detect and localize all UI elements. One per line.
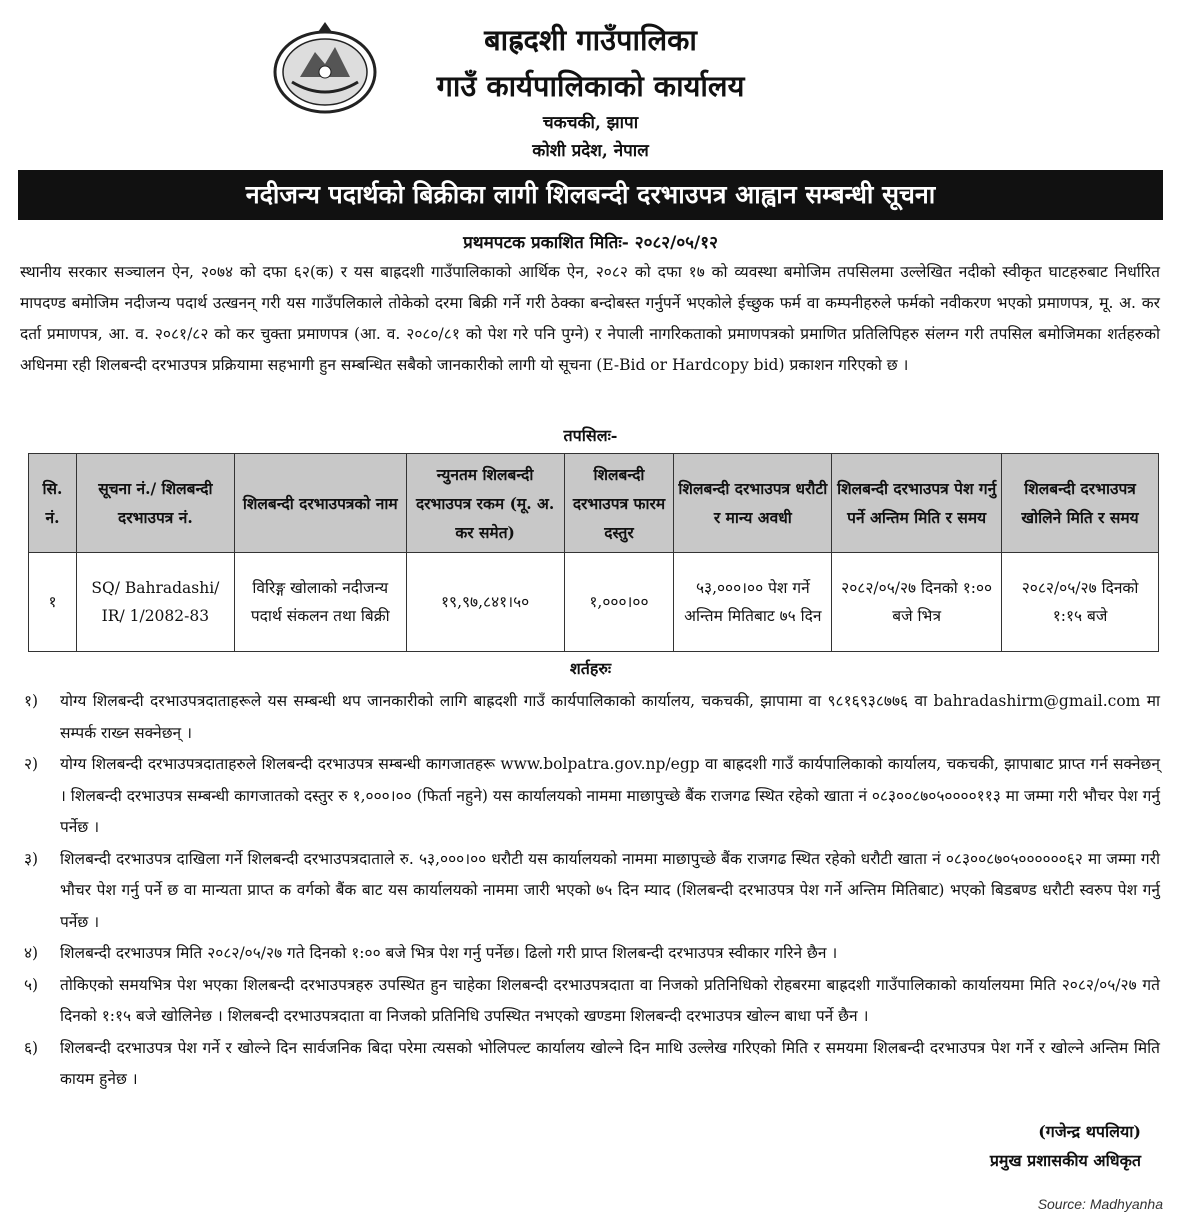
col-header: न्युनतम शिलबन्दी दरभाउपत्र रकम (मू. अ. कर समेत): [406, 454, 564, 553]
notice-page: [18, 6, 1163, 1196]
condition-number: ५): [24, 975, 39, 994]
conditions-title: शर्तहरुः: [569, 659, 612, 678]
list-item: [24, 686, 1160, 749]
table-cell: SQ/ Bahradashi/ IR/ 1/2082-83: [76, 553, 234, 652]
col-header: शिलबन्दी दरभाउपत्र पेश गर्नु पर्ने अन्तिम मिति र समय: [832, 454, 1002, 553]
condition-text: योग्य शिलबन्दी दरभाउपत्रदाताहरूले यस सम्बन्धी थप जानकारीको लागि बाह्रदशी गाउँ कार्यपालिकाको कार्यालय, चकचकी, झापामा वा ९८१६९३८७७६ वा bahradashirm@gmail.com मा सम्पर्क राख्न सक्नेछन् ।: [60, 692, 1160, 742]
intro-paragraph: स्थानीय सरकार सञ्चालन ऐन, २०७४ को दफा ६२(क) र यस बाह्रदशी गाउँपालिकाको आर्थिक ऐन, २०८२ को दफा १७ को व्यवस्था बमोजिम तपसिलमा उल्लेखित नदीको स्वीकृत घाटहरुबाट निर्धारित मापदण्ड बमोजिम नदीजन्य पदार्थ उत्खनन् गरी यस गाउँपलिकाले तोकेको दरमा बिक्री गर्ने गरी ठेक्का बन्दोबस्त गर्नुपर्ने भएकोले ईच्छुक फर्म वा कम्पनीहरुले फर्मको नवीकरण भएको प्रमाणपत्र, मू. अ. कर दर्ता प्रमाणपत्र, आ. व. २०८१/८२ को कर चुक्ता प्रमाणपत्र (आ. व. २०८०/८१ को पेश गरे पनि पुग्ने) र नेपाली नागरिकताको प्रमाणपत्रको प्रमाणित प्रतिलिपिहरु संलग्न गरी तपसिल बमोजिमका शर्तहरुको अधिनमा रही शिलबन्दी दरभाउपत्र प्रक्रियामा सहभागी हुन सम्बन्धित सबैको जानकारीको लागी यो सूचना (E-Bid or Hardcopy bid) प्रकाशन गरिएको छ ।: [20, 263, 1160, 374]
list-item: [24, 1033, 1160, 1096]
col-header: शिलबन्दी दरभाउपत्र खोलिने मिति र समय: [1002, 454, 1159, 553]
list-item: [24, 970, 1160, 1033]
col-header: सि. नं.: [29, 454, 77, 553]
publish-date: प्रथमपटक प्रकाशित मितिः- २०८२/०५/१२: [463, 233, 718, 253]
condition-text: तोकिएको समयभित्र पेश भएका शिलबन्दी दरभाउपत्रहरु उपस्थित हुन चाहेका शिलबन्दी दरभाउपत्रदाता वा निजको प्रतिनिधिको रोहबरमा बाह्रदशी गाउँपालिकाको कार्यालयमा मिति २०८२/०५/२७ गते दिनको १:१५ बजे खोलिनेछ । शिलबन्दी दरभाउपत्रदाता वा निजको प्रतिनिधि उपस्थित नभएको खण्डमा शिलबन्दी दरभाउपत्र खोल्न बाधा पर्ने छैन ।: [60, 975, 1160, 1025]
table-header-row: [29, 454, 1159, 553]
condition-number: ४): [24, 944, 39, 962]
table-cell: १,०००।००: [564, 553, 674, 652]
office-name: गाउँ कार्यपालिकाको कार्यालय: [436, 69, 745, 103]
table-cell: १९,९७,८४१।५०: [406, 553, 564, 652]
col-header: शिलबन्दी दरभाउपत्र फारम दस्तुर: [564, 454, 674, 553]
table-cell: ५३,०००।०० पेश गर्ने अन्तिम मितिबाट ७५ दिन: [674, 553, 832, 652]
col-header: शिलबन्दी दरभाउपत्र धरौटी र मान्य अवधी: [674, 454, 832, 553]
list-item: [24, 844, 1160, 939]
conditions-list: [24, 686, 1160, 1096]
signatory-name: (गजेन्द्र थपलिया): [1038, 1122, 1141, 1141]
condition-text: योग्य शिलबन्दी दरभाउपत्रदाताहरुले शिलबन्दी दरभाउपत्र सम्बन्धी कागजातहरू www.bolpatra.gov.np/egp वा बाह्रदशी गाउँ कार्यपालिकाको कार्यालय, चकचकी, झापाबाट प्राप्त गर्न सक्नेछन् । शिलबन्दी दरभाउपत्र सम्बन्धी कागजातको दस्तुर रु १,०००।०० (फिर्ता नहुने) यस कार्यालयको नाममा माछापुच्छे बैंक राजगढ स्थित रहेको खाता नं ०८३००८७०५००००११३ मा जम्मा गरी भौचर पेश गर्नु पर्नेछ ।: [60, 755, 1160, 836]
signatory-title: प्रमुख प्रशासकीय अधिकृत: [989, 1151, 1141, 1170]
source-credit: Source: Madhyanha: [1037, 1196, 1163, 1212]
table-cell: २०८२/०५/२७ दिनको १:१५ बजे: [1002, 553, 1159, 652]
schedule-label: तपसिलः-: [563, 426, 618, 445]
condition-number: ३): [24, 849, 39, 868]
bid-table: [28, 453, 1159, 652]
office-province: कोशी प्रदेश, नेपाल: [532, 141, 649, 161]
list-item: [24, 938, 1160, 970]
condition-number: १): [24, 692, 39, 710]
col-header: सूचना नं./ शिलबन्दी दरभाउपत्र नं.: [76, 454, 234, 553]
municipality-name: बाह्रदशी गाउँपालिका: [484, 23, 697, 57]
condition-text: शिलबन्दी दरभाउपत्र पेश गर्ने र खोल्ने दिन सार्वजनिक बिदा परेमा त्यसको भोलिपल्ट कार्यालय खोल्ने दिन माथि उल्लेख गरिएको मिति र समयमा शिलबन्दी दरभाउपत्र पेश गर्ने र खोल्ने अन्तिम मिति कायम हुनेछ ।: [60, 1038, 1160, 1088]
condition-number: २): [24, 755, 39, 773]
condition-text: शिलबन्दी दरभाउपत्र दाखिला गर्ने शिलबन्दी दरभाउपत्रदाताले रु. ५३,०००।०० धरौटी यस कार्यालयको नाममा माछापुच्छे बैंक राजगढ स्थित रहेको धरौटी खाता नं ०८३००८७०५००००००६२ मा जम्मा गरी भौचर पेश गर्नु पर्ने छ वा मान्यता प्राप्त क वर्गको बैंक बाट यस कार्यालयको नाममा जारी भएको ७५ दिन म्याद (शिलबन्दी दरभाउपत्र पेश गर्ने अन्तिम मितिबाट) भएको बिडबण्ड धरौटी स्वरुप पेश गर्नु पर्नेछ ।: [60, 849, 1160, 931]
col-header: शिलबन्दी दरभाउपत्रको नाम: [234, 454, 406, 553]
condition-text: शिलबन्दी दरभाउपत्र मिति २०८२/०५/२७ गते दिनको १:०० बजे भित्र पेश गर्नु पर्नेछ। ढिलो गरी प्राप्त शिलबन्दी दरभाउपत्र स्वीकार गरिने छैन ।: [60, 944, 838, 962]
office-location: चकचकी, झापा: [542, 113, 639, 133]
condition-number: ६): [24, 1038, 39, 1057]
table-row: [29, 553, 1159, 652]
list-item: [24, 749, 1160, 844]
notice-title: नदीजन्य पदार्थको बिक्रीका लागी शिलबन्दी दरभाउपत्र आह्वान सम्बन्धी सूचना: [18, 170, 1163, 220]
table-cell: विरिङ्ग खोलाको नदीजन्य पदार्थ संकलन तथा बिक्री: [234, 553, 406, 652]
table-cell: १: [29, 553, 77, 652]
table-cell: २०८२/०५/२७ दिनको १:०० बजे भित्र: [832, 553, 1002, 652]
